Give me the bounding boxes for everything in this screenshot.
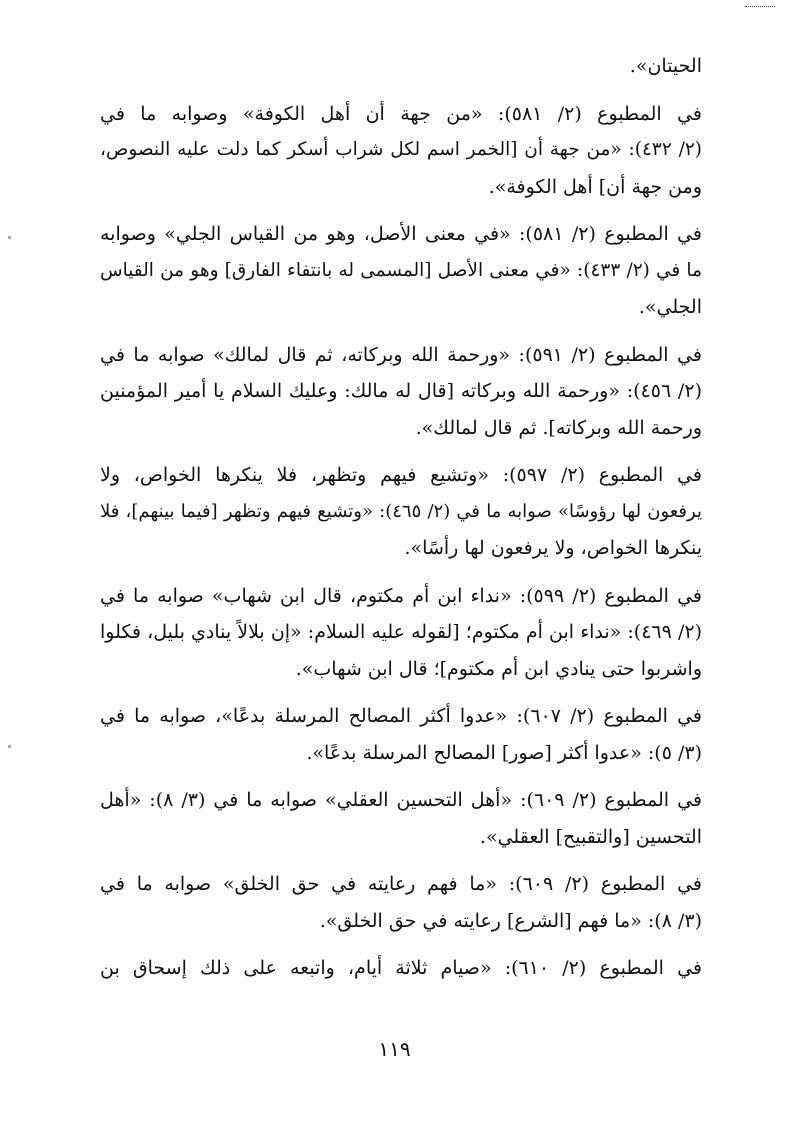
scan-corner-mark — [745, 6, 775, 7]
scan-margin-dot — [8, 236, 11, 239]
text-line: في المطبوع (٢/ ٥٨١): «من جهة أن أهل الكوفة» وصوابه ما في — [100, 102, 702, 125]
paragraph-correction — [100, 96, 702, 206]
text-line: (٢/ ٤٥٦): «ورحمة الله وبركاته [قال له مالك: وعليك السلام يا أمير المؤمنين — [100, 380, 702, 402]
paragraph-correction — [100, 950, 702, 987]
text-line: واشربوا حتى ينادي ابن أم مكتوم]؛ قال ابن شهاب». — [295, 657, 702, 680]
paragraph-correction — [100, 698, 702, 771]
paragraph-continuation — [100, 48, 702, 85]
text-line: ومن جهة أن] أهل الكوفة». — [488, 175, 702, 198]
text-line: ورحمة الله وبركاته]. ثم قال لمالك». — [415, 416, 702, 439]
text-line: الجلي». — [638, 296, 702, 318]
scan-margin-dot — [8, 745, 11, 748]
text-line: في المطبوع (٢/ ٦٠٩): «ما فهم رعايته في حق الخلق» صوابه ما في — [100, 873, 702, 895]
text-line: ما في (٢/ ٤٣٣): «في معنى الأصل [المسمى له بانتفاء الفارق] وهو من القياس — [100, 259, 702, 281]
paragraph-correction — [100, 457, 702, 567]
paragraph-correction — [100, 337, 702, 447]
text-line: في المطبوع (٢/ ٦٠٧): «عدوا أكثر المصالح المرسلة بدعًا»، صوابه ما في — [100, 705, 702, 727]
paragraph-correction — [100, 866, 702, 939]
page-number: ١١٩ — [378, 1037, 411, 1061]
paragraph-correction — [100, 578, 702, 688]
text-line: في المطبوع (٢/ ٥٩١): «ورحمة الله وبركاته، ثم قال لمالك» صوابه ما في — [100, 343, 702, 366]
text-line: في المطبوع (٢/ ٥٩٧): «وتشيع فيهم وتظهر، فلا ينكرها الخواص، ولا — [100, 464, 702, 486]
paragraph-correction — [100, 216, 702, 326]
text-line: يرفعون لها رؤوسًا» صوابه ما في (٢/ ٤٦٥): «وتشيع فيهم وتظهر [فيما بينهم]، فلا — [100, 500, 702, 522]
text-line: الحيتان». — [629, 55, 702, 77]
text-line: (٢/ ٤٣٢): «من جهة أن [الخمر اسم لكل شراب أسكر كما دلت عليه النصوص، — [100, 139, 702, 160]
text-line: (٣/ ٥): «عدوا أكثر [صور] المصالح المرسلة بدعًا». — [306, 741, 702, 764]
text-line: في المطبوع (٢/ ٦٠٩): «أهل التحسين العقلي» صوابه ما في (٣/ ٨): «أهل — [100, 789, 702, 811]
text-line: في المطبوع (٢/ ٥٨١): «في معنى الأصل، وهو من القياس الجلي» وصوابه — [100, 223, 702, 245]
text-line: ينكرها الخواص، ولا يرفعون لها رأسًا». — [404, 537, 702, 559]
text-line: في المطبوع (٢/ ٥٩٩): «نداء ابن أم مكتوم، قال ابن شهاب» صوابه ما في — [100, 584, 702, 607]
text-line: التحسين [والتقبيح] العقلي». — [479, 825, 702, 848]
paragraph-correction — [100, 782, 702, 855]
text-line: (٢/ ٤٦٩): «نداء ابن أم مكتوم؛ [لقوله عليه السلام: «إن بلالاً ينادي بليل، فكلوا — [100, 621, 702, 643]
text-line: (٣/ ٨): «ما فهم [الشرع] رعايته في حق الخلق». — [319, 909, 702, 932]
text-block — [100, 48, 702, 998]
text-line: في المطبوع (٢/ ٦١٠): «صيام ثلاثة أيام، واتبعه على ذلك إسحاق بن — [100, 957, 702, 979]
